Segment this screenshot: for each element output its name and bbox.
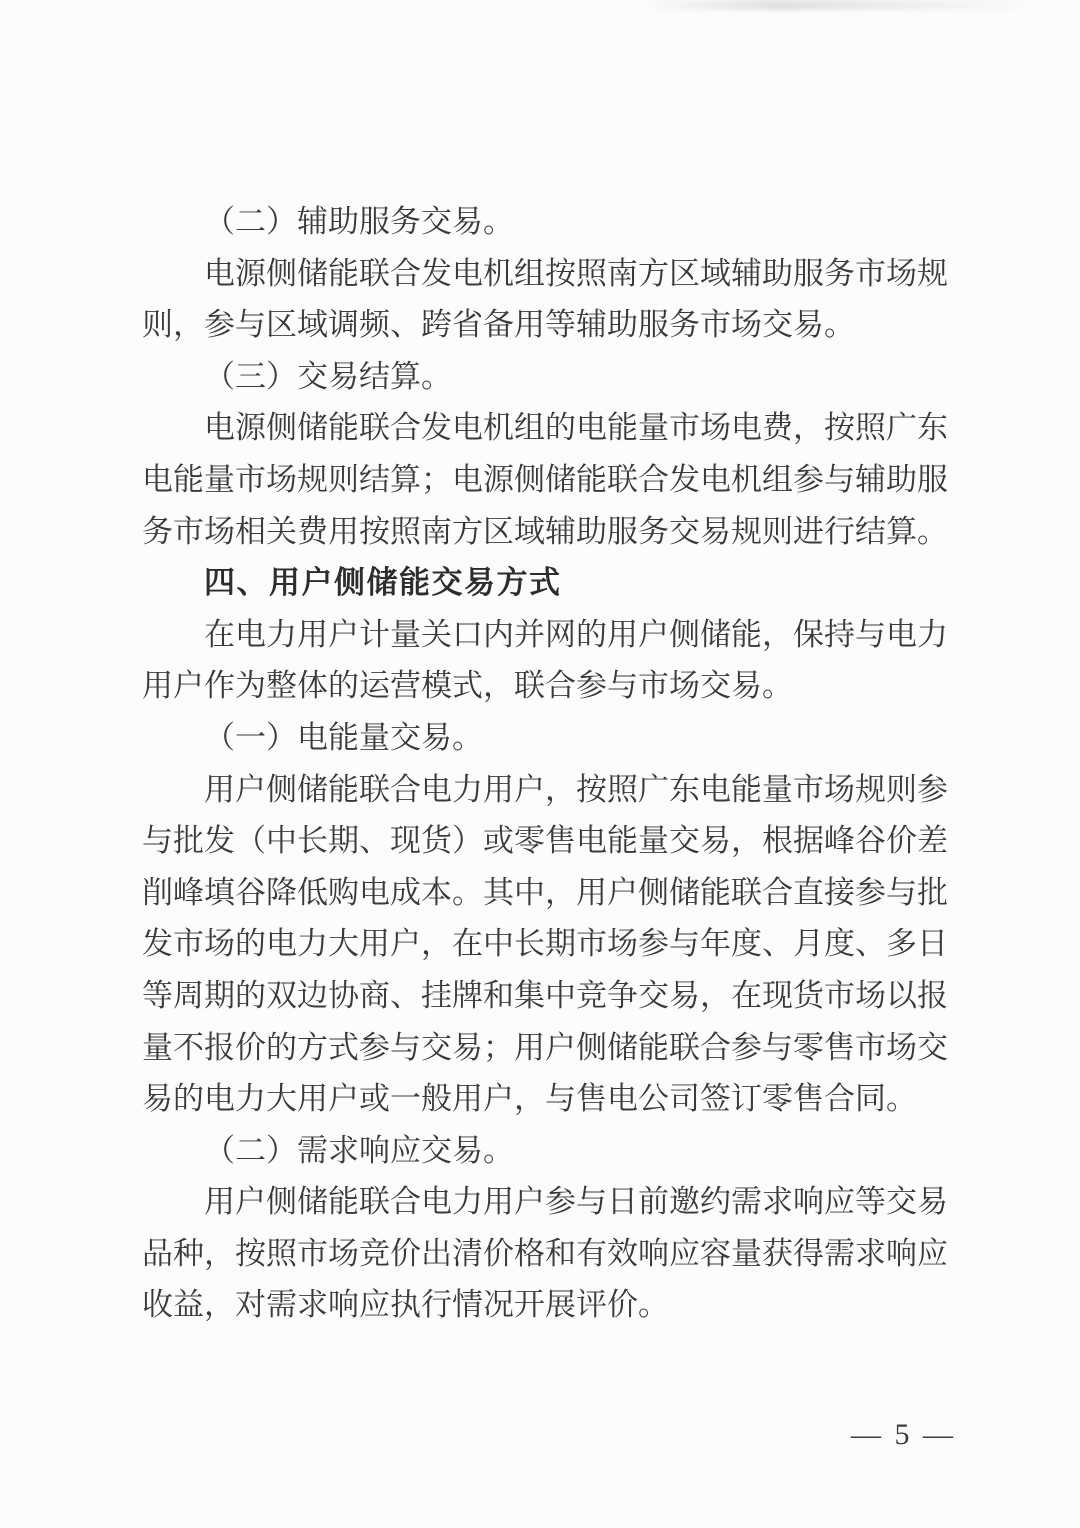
document-body xyxy=(142,196,948,1331)
scanner-streak-artifact xyxy=(640,0,1040,10)
sub-heading-demand-response-trading: （二）需求响应交易。 xyxy=(204,1132,514,1168)
paragraph-trade-settlement-body: 电源侧储能联合发电机组的电能量市场电费，按照广东电能量市场规则结算；电源侧储能联合发电机组参与辅助服务市场相关费用按照南方区域辅助服务交易规则进行结算。 xyxy=(142,410,948,549)
paragraph-user-side-storage-intro: 在电力用户计量关口内并网的用户侧储能，保持与电力用户作为整体的运营模式，联合参与市场交易。 xyxy=(142,616,948,704)
sub-heading-energy-trading: （一）电能量交易。 xyxy=(204,719,483,755)
sub-heading-trade-settlement: （三）交易结算。 xyxy=(204,358,452,394)
section-heading-user-side-storage-trading: 四、用户侧储能交易方式 xyxy=(204,565,562,601)
page-number: — 5 — xyxy=(851,1418,956,1451)
paragraph-energy-trading-body: 用户侧储能联合电力用户，按照广东电能量市场规则参与批发（中长期、现货）或零售电能量交易，根据峰谷价差削峰填谷降低购电成本。其中，用户侧储能联合直接参与批发市场的电力大用户，在中长期市场参与年度、月度、多日等周期的双边协商、挂牌和集中竞争交易，在现货市场以报量不报价的方式参与交易；用户侧储能联合参与零售市场交易的电力大用户或一般用户，与售电公司签订零售合同。 xyxy=(142,771,948,1117)
paragraph-demand-response-body: 用户侧储能联合电力用户参与日前邀约需求响应等交易品种，按照市场竞价出清价格和有效响应容量获得需求响应收益，对需求响应执行情况开展评价。 xyxy=(142,1184,948,1323)
sub-heading-auxiliary-services: （二）辅助服务交易。 xyxy=(204,204,514,239)
paragraph-auxiliary-services-body: 电源侧储能联合发电机组按照南方区域辅助服务市场规则，参与区域调频、跨省备用等辅助服务市场交易。 xyxy=(142,255,948,343)
